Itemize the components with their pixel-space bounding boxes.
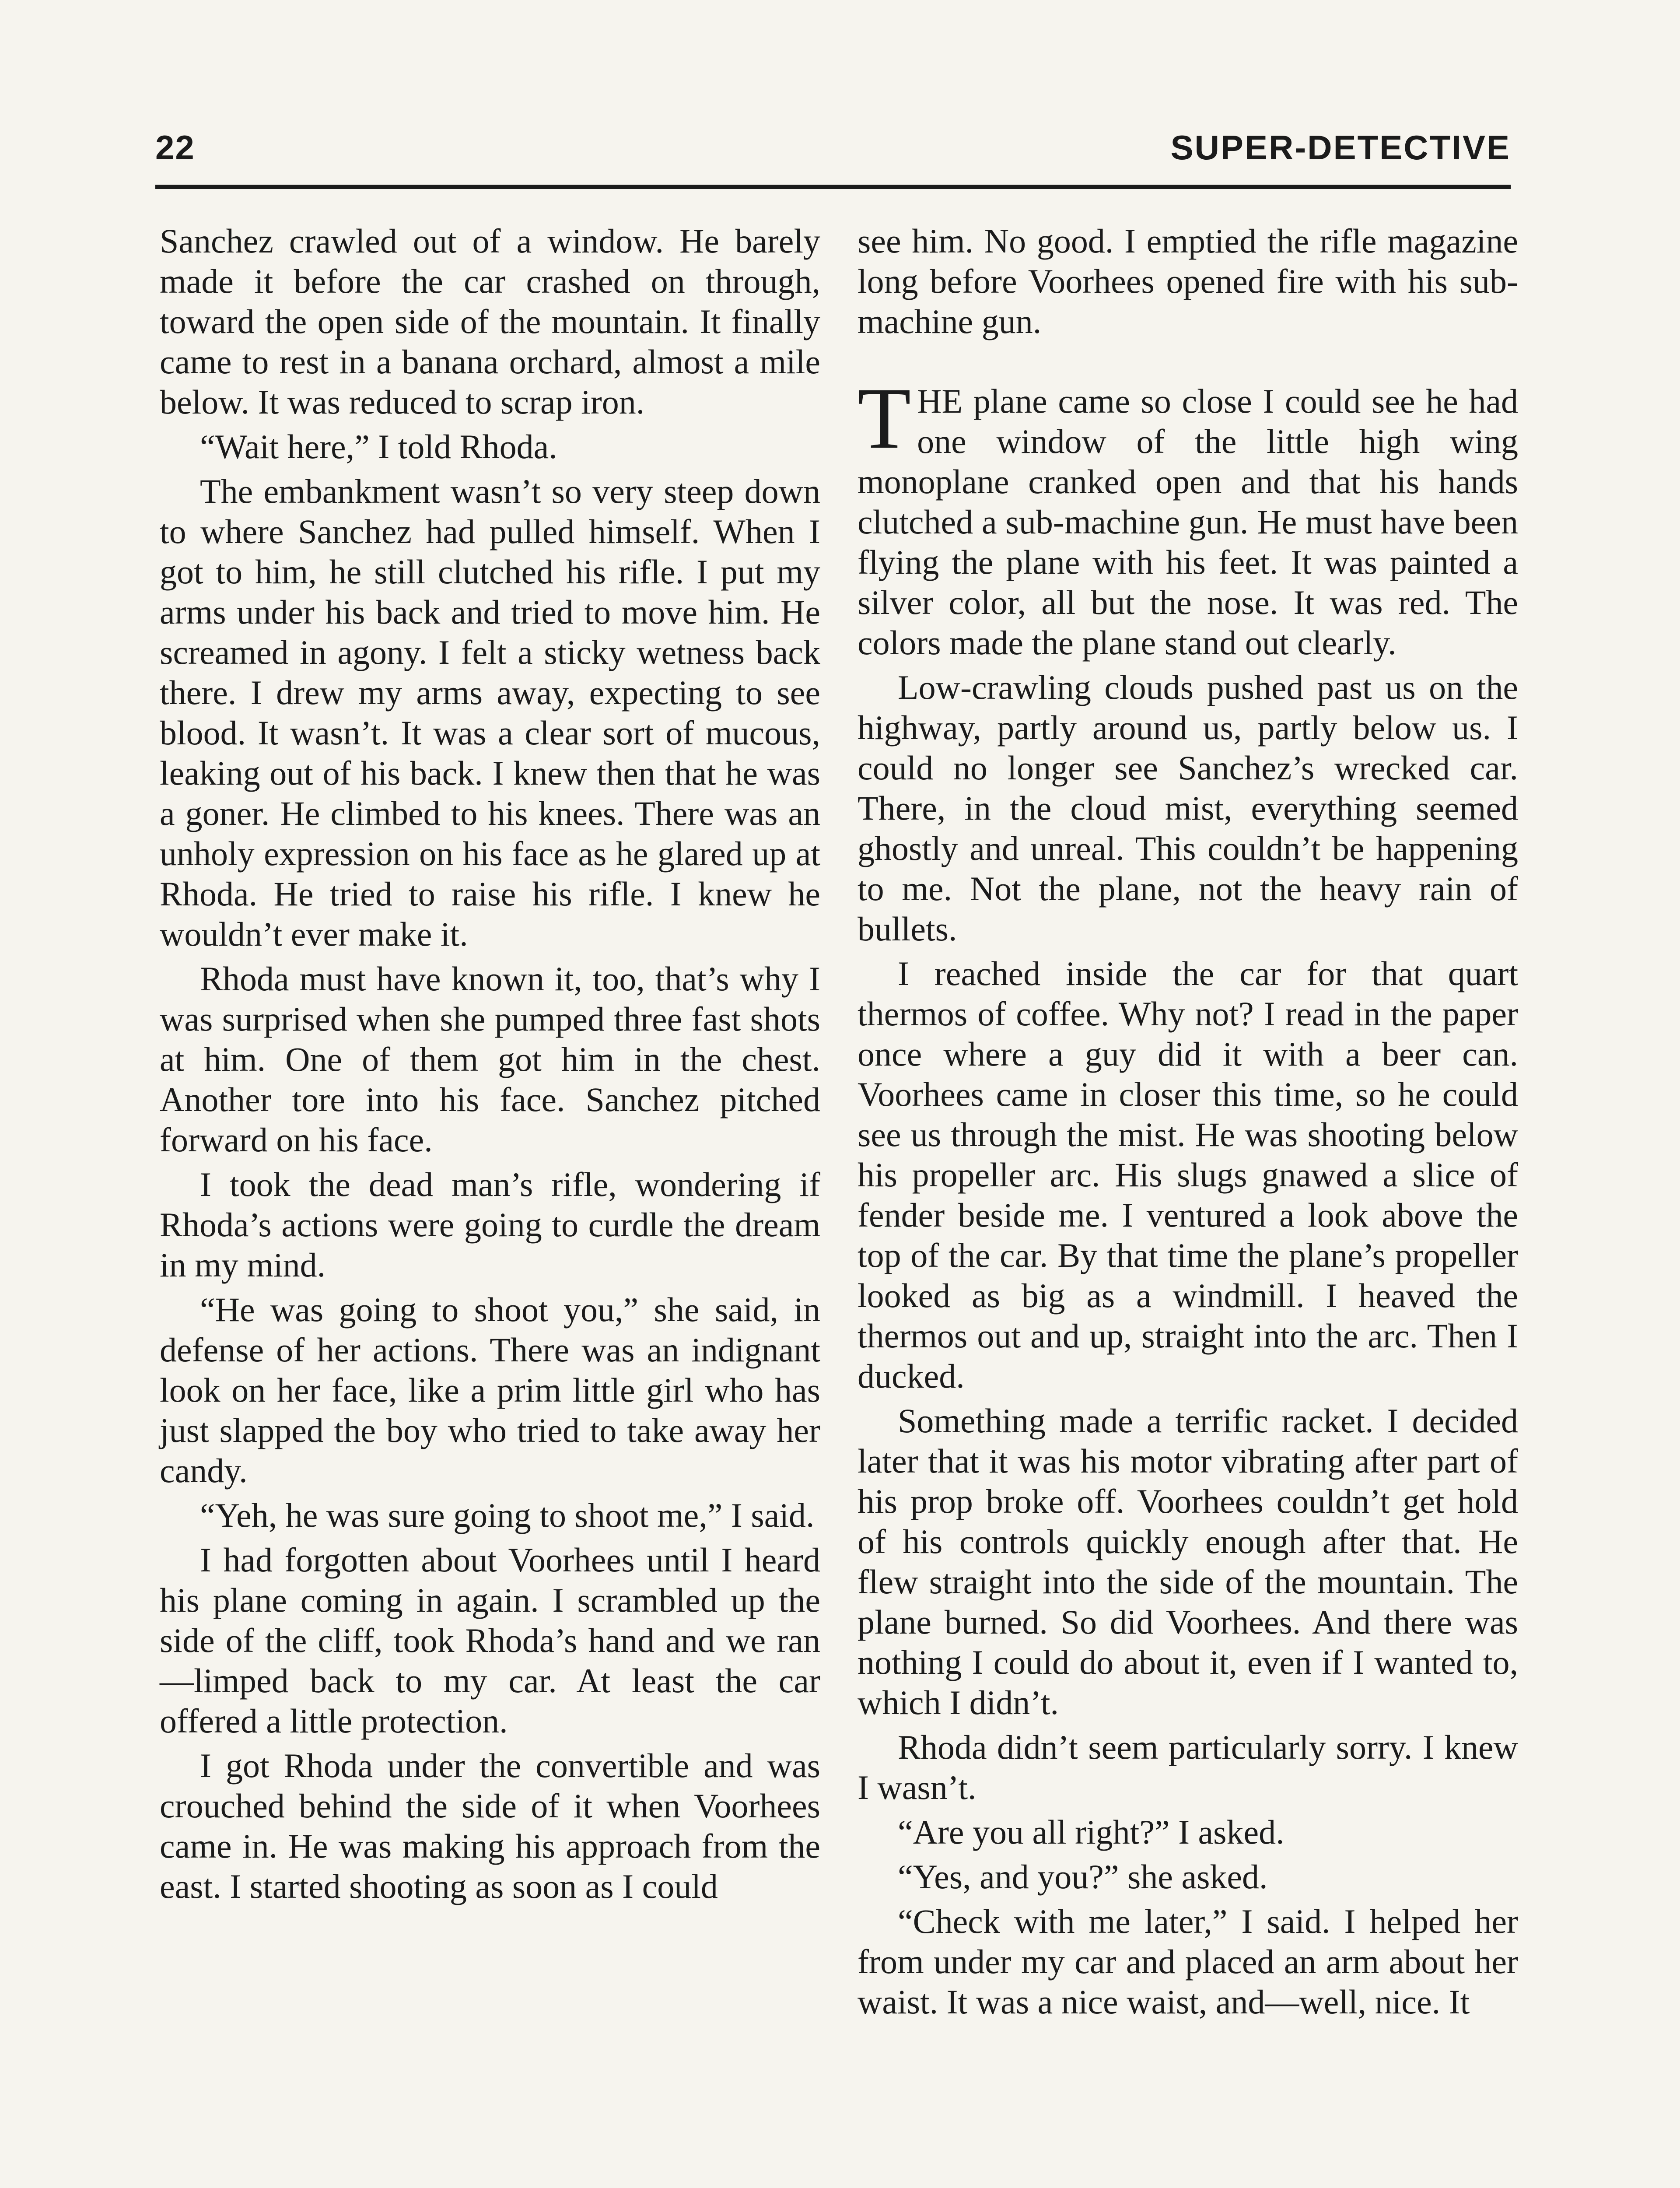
paragraph: Low-crawling clouds pushed past us on the highway, partly around us, partly below us. I could no longer see Sanchez’s wrecked car. There, in the cloud mist, everything seemed ghostly and unreal. This couldn’t be happening to me. Not the plane, not the heavy rain of bullets. (858, 668, 1518, 948)
paragraph: The embankment wasn’t so very steep down to where Sanchez had pulled himself. When I got to him, he still clutched his rifle. I put my arms under his back and tried to move him. He screamed in agony. I felt a sticky wetness back there. I drew my arms away, expecting to see blood. It wasn’t. It was a clear sort of mucous, leaking out of his back. I knew then that he was a goner. He climbed to his knees. There was an unholy expression on his face as he glared up at Rhoda. He tried to raise his rifle. I knew he wouldn’t ever make it. (160, 472, 820, 953)
paragraph: I had forgotten about Voorhees until I heard his plane coming in again. I scrambled up the side of the cliff, took Rhoda’s hand and we ran—limped back to my car. At least the car offered a little protection. (160, 1541, 820, 1740)
paragraph: Something made a terrific racket. I decided later that it was his motor vibrating after part of his prop broke off. Voorhees couldn’t get hold of his controls quickly enough after that. He flew straight into the side of the mountain. The plane burned. So did Voorhees. And there was nothing I could do about it, even if I wanted to, which I didn’t. (858, 1402, 1518, 1722)
paragraph: “Check with me later,” I said. I helped her from under my car and placed an arm about her waist. It was a nice waist, and—well, nice. It (858, 1902, 1518, 2021)
paragraph: I took the dead man’s rifle, wondering if Rhoda’s actions were going to curdle the dream in my mind. (160, 1165, 820, 1284)
paragraph: Rhoda didn’t seem particularly sorry. I knew I wasn’t. (858, 1728, 1518, 1806)
paragraph: “Wait here,” I told Rhoda. (200, 428, 557, 466)
running-head: SUPER-DETECTIVE (1170, 128, 1511, 167)
left-column (160, 221, 820, 1911)
paragraph: I got Rhoda under the convertible and was crouched behind the side of it when Voorhees came in. He was making his approach from the east. I started shooting as soon as I could (160, 1746, 820, 1905)
paragraph: see him. No good. I emptied the rifle magazine long before Voorhees opened fire with his sub-machine gun. (858, 222, 1518, 340)
paragraph: Sanchez crawled out of a window. He barely made it before the car crashed on through, toward the open side of the mountain. It finally came to rest in a banana orchard, almost a mile below. It was reduced to scrap iron. (160, 222, 820, 421)
right-column (858, 221, 1518, 2027)
page-header (155, 128, 1511, 180)
paragraph: “Yeh, he was sure going to shoot me,” I said. (200, 1496, 815, 1534)
header-rule (155, 185, 1511, 189)
paragraph: Rhoda must have known it, too, that’s why I was surprised when she pumped three fast shots at him. One of them got him in the chest. Another tore into his face. Sanchez pitched forward on his face. (160, 960, 820, 1159)
drop-cap: T (858, 370, 911, 467)
section-break-paragraph (858, 370, 1518, 663)
paragraph: “Are you all right?” I asked. (898, 1813, 1284, 1851)
paragraph: I reached inside the car for that quart thermos of coffee. Why not? I read in the paper once where a guy did it with a beer can. Voorhees came in closer this time, so he could see us through the mist. He was shooting below his propeller arc. His slugs gnawed a slice of fender beside me. I ventured a look above the top of the car. By that time the plane’s propeller looked as big as a windmill. I heaved the thermos out and up, straight into the arc. Then I ducked. (858, 954, 1518, 1395)
paragraph-text: HE plane came so close I could see he had one window of the little high wing monoplane cranked open and that his hands clutched a sub-machine gun. He must have been flying the plane with his feet. It was painted a silver color, all but the nose. It was red. The colors made the plane stand out clearly. (858, 382, 1518, 662)
paragraph: “Yes, and you?” she asked. (898, 1858, 1268, 1896)
paragraph: “He was going to shoot you,” she said, in defense of her actions. There was an indignant look on her face, like a prim little girl who has just slapped the boy who tried to take away her candy. (160, 1290, 820, 1490)
page-number: 22 (155, 128, 195, 167)
